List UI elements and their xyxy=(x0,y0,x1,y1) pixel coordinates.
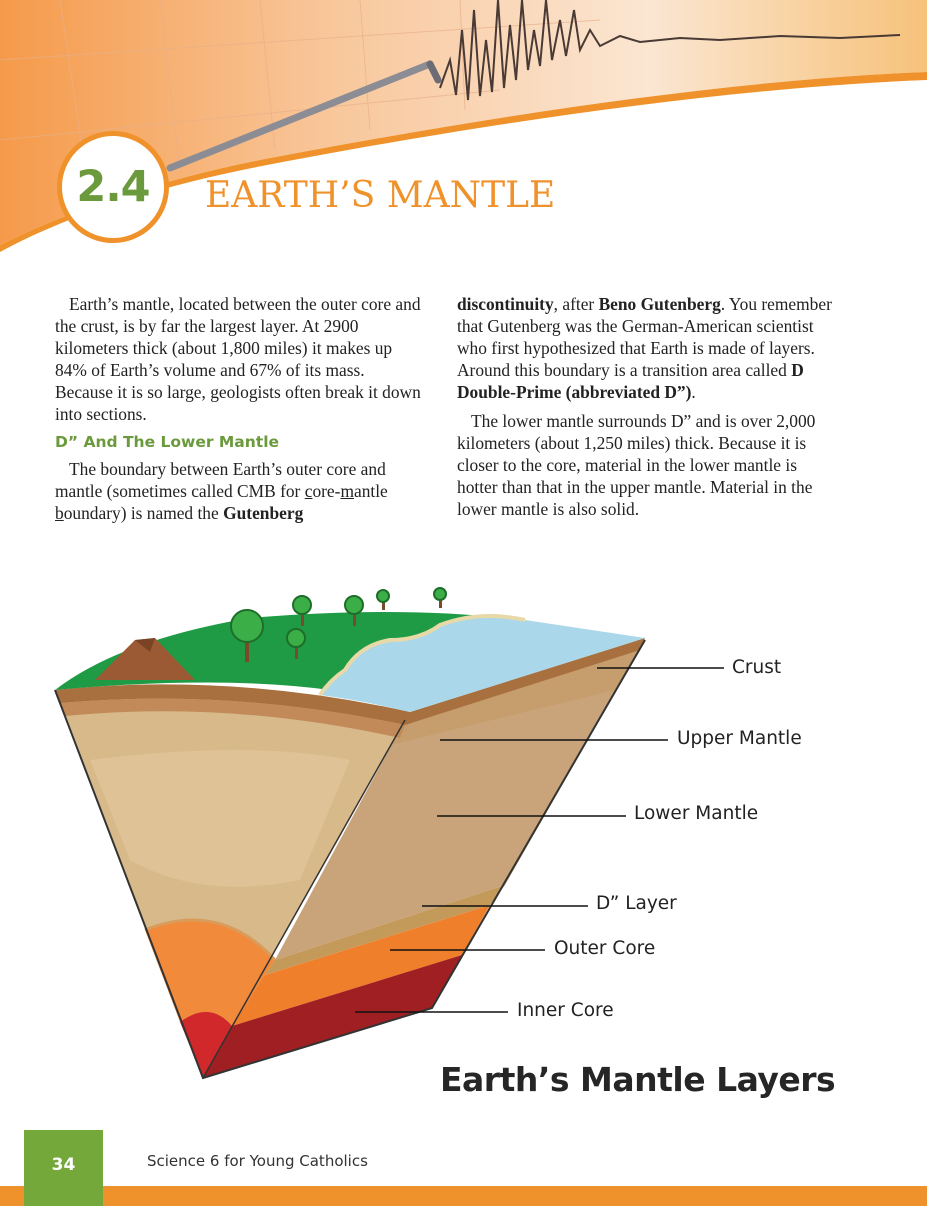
label-crust: Crust xyxy=(732,657,782,678)
diagram-caption: Earth’s Mantle Layers xyxy=(440,1060,836,1099)
right-column xyxy=(457,293,837,527)
underlined-letter: c xyxy=(304,481,313,501)
bold-term: discontinuity xyxy=(457,294,554,314)
paragraph-boundary xyxy=(55,458,425,524)
section-badge xyxy=(57,131,169,243)
label-inner-core: Inner Core xyxy=(517,1000,614,1021)
left-column xyxy=(55,293,425,531)
earth-layers-diagram xyxy=(0,575,927,1095)
bold-term: Gutenberg xyxy=(223,503,304,523)
book-title: Science 6 for Young Catholics xyxy=(147,1152,368,1170)
page-number: 34 xyxy=(51,1155,76,1175)
bold-name: Beno Gutenberg xyxy=(598,294,721,314)
section-title: EARTH’S MANTLE xyxy=(205,175,556,216)
label-upper-mantle: Upper Mantle xyxy=(677,728,802,749)
label-d-layer: D” Layer xyxy=(596,893,677,914)
paragraph-lower-mantle: The lower mantle surrounds D” and is over 2,000 kilometers (about 1,250 miles) thick. Because it is closer to the core, material in the lower mantle is hotter than that in the upper mantle. Material in the lower mantle is also solid. xyxy=(457,411,816,519)
text-span: , after xyxy=(553,294,599,314)
paragraph-intro: Earth’s mantle, located between the outer core and the crust, is by far the largest layer. At 2900 kilometers thick (about 1,800 miles) it makes up 84% of Earth’s volume and 67% of its mass. Because it is so large, geologists often break it down into sections. xyxy=(55,294,421,424)
underlined-letter: m xyxy=(340,481,354,501)
text-span: . You remember that Gutenberg was the German-American scientist who first hypothesized that Earth is made of layers. Around this boundary is a transition area called xyxy=(457,294,832,380)
section-number: 2.4 xyxy=(76,162,150,212)
text-span: oundary) is named the xyxy=(63,503,224,523)
page-number-box xyxy=(24,1130,103,1206)
label-outer-core: Outer Core xyxy=(554,938,656,959)
underlined-letter: b xyxy=(55,503,64,523)
text-span: antle xyxy=(353,481,388,501)
text-span: ore- xyxy=(312,481,341,501)
footer-bar xyxy=(0,1186,927,1206)
text-span: The boundary between Earth’s outer core and mantle (sometimes called CMB for xyxy=(55,459,386,501)
paragraph-boundary-cont xyxy=(457,293,837,403)
subheading: D” And The Lower Mantle xyxy=(55,433,280,451)
text-span: . xyxy=(691,382,696,402)
label-lower-mantle: Lower Mantle xyxy=(634,803,759,824)
bold-term: D Double-Prime (abbreviated D”) xyxy=(457,360,804,402)
